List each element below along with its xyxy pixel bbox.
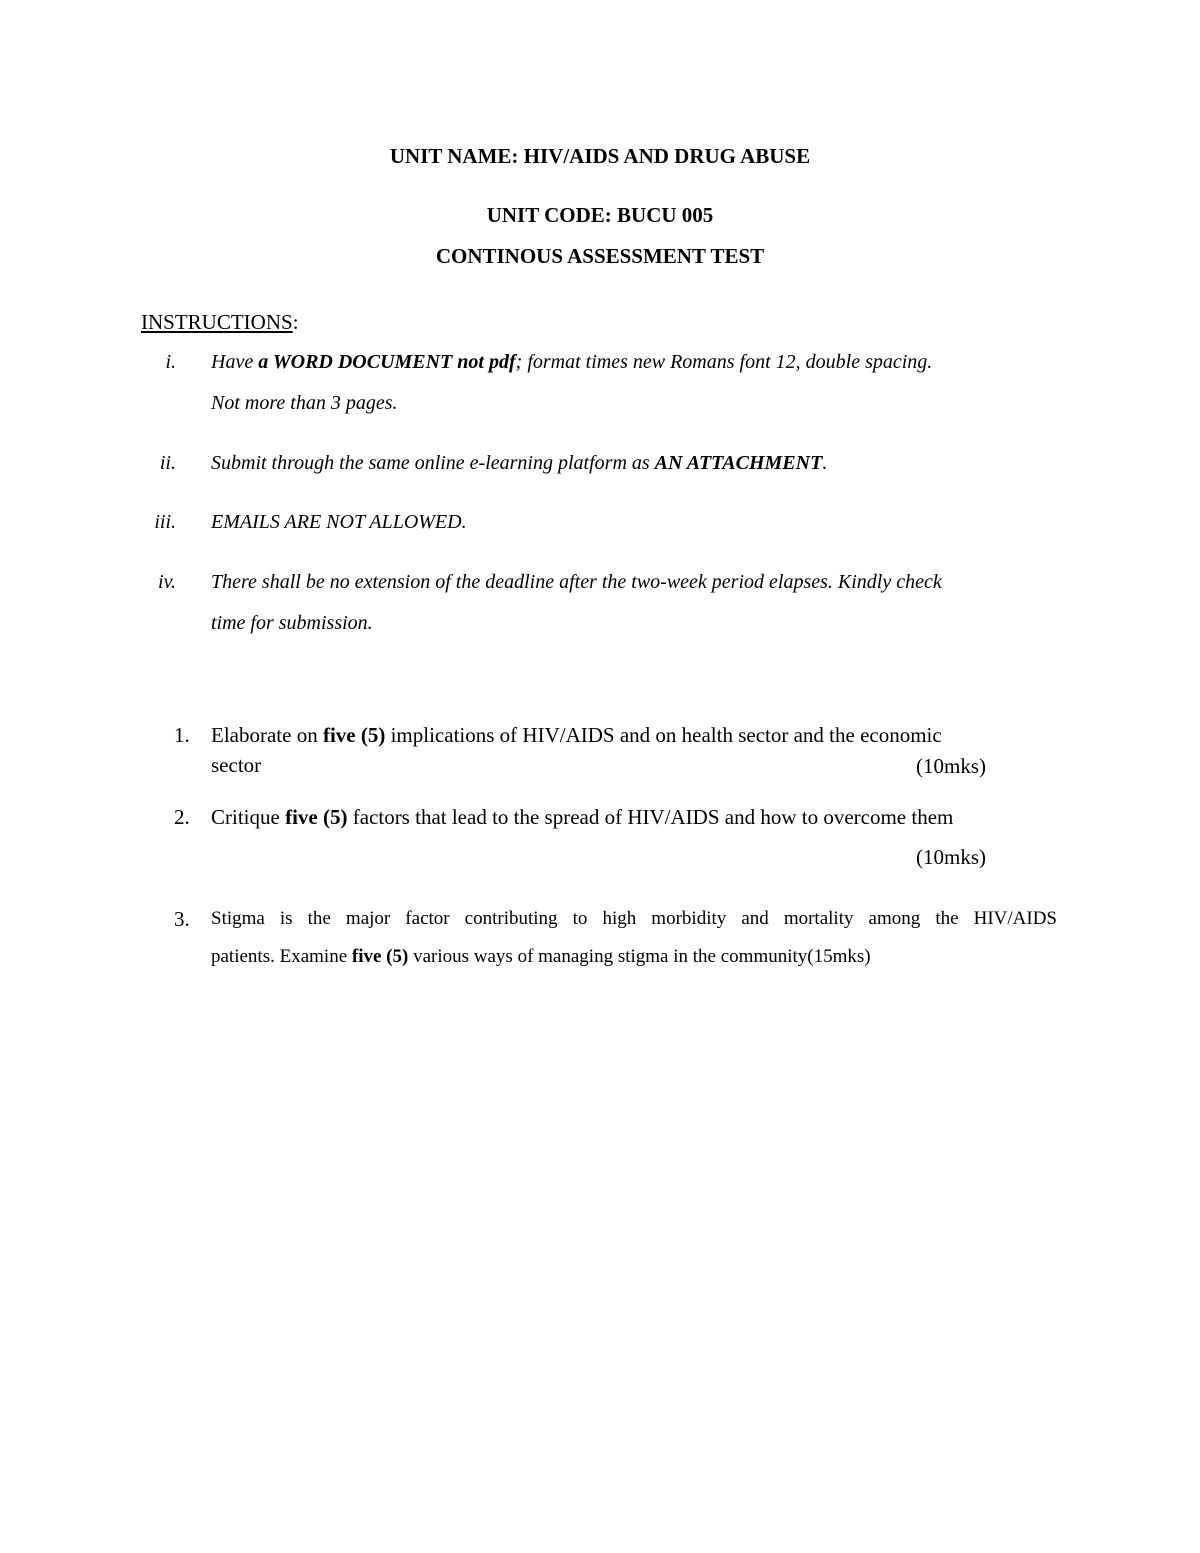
instruction-text-part: . [822, 452, 828, 474]
instructions-label-text: INSTRUCTIONS [141, 310, 293, 334]
instruction-number: ii. [159, 452, 176, 474]
instruction-line [211, 342, 1071, 383]
instructions-label-colon: : [292, 310, 299, 334]
marks-label: (15mks) [807, 946, 871, 967]
question-text-part: patients. Examine [211, 946, 352, 967]
question-number: 1. [174, 723, 190, 747]
question-number: 2. [174, 805, 190, 829]
instruction-text [211, 562, 1071, 644]
instruction-text [211, 443, 1071, 484]
marks-label: (10mks) [916, 845, 986, 869]
instruction-number: iv. [158, 571, 176, 593]
instructions-label [141, 309, 299, 335]
question-text-part: Elaborate on [211, 723, 323, 747]
unit-code-heading: UNIT CODE: BUCU 005 [486, 203, 714, 227]
instruction-line: Not more than 3 pages. [211, 392, 398, 414]
question-text-part: factors that lead to the spread of HIV/AIDS and how to overcome them [347, 805, 954, 829]
instruction-number: iii. [154, 511, 176, 533]
instruction-line: There shall be no extension of the deadline after the two-week period elapses. Kindly check [211, 571, 942, 593]
question-text [211, 802, 1061, 832]
question-bold-text: five (5) [351, 946, 409, 967]
instruction-text: EMAILS ARE NOT ALLOWED. [211, 511, 467, 533]
instruction-text-part: Submit through the same online e-learning platform as [211, 452, 655, 474]
assessment-title: CONTINOUS ASSESSMENT TEST [435, 244, 765, 268]
question-text-part: implications of HIV/AIDS and on health sector and the economic [385, 723, 942, 747]
instruction-bold-text: AN ATTACHMENT [654, 452, 823, 474]
instruction-number: i. [165, 351, 176, 373]
question-bold-text: five (5) [285, 805, 348, 829]
unit-name-heading: UNIT NAME: HIV/AIDS AND DRUG ABUSE [389, 144, 811, 168]
question-line [211, 938, 1061, 976]
question-text [211, 900, 1061, 976]
question-line [211, 720, 1061, 750]
instruction-text-part: ; format times new Romans font 12, double spacing. [515, 351, 933, 373]
instruction-text [211, 342, 1071, 424]
question-line: Stigma is the major factor contributing to high morbidity and mortality among the HIV/AIDS [211, 908, 1057, 929]
instruction-line: time for submission. [211, 612, 373, 634]
instruction-bold-text: a WORD DOCUMENT not pdf [258, 351, 516, 373]
question-text-part: Critique [211, 805, 286, 829]
question-text-part: various ways of managing stigma in the community [408, 946, 808, 967]
question-bold-text: five (5) [322, 723, 386, 747]
question-line: sector [211, 753, 262, 777]
instruction-text-part: Have [211, 351, 259, 373]
marks-label: (10mks) [916, 754, 986, 778]
question-number: 3. [174, 907, 190, 931]
